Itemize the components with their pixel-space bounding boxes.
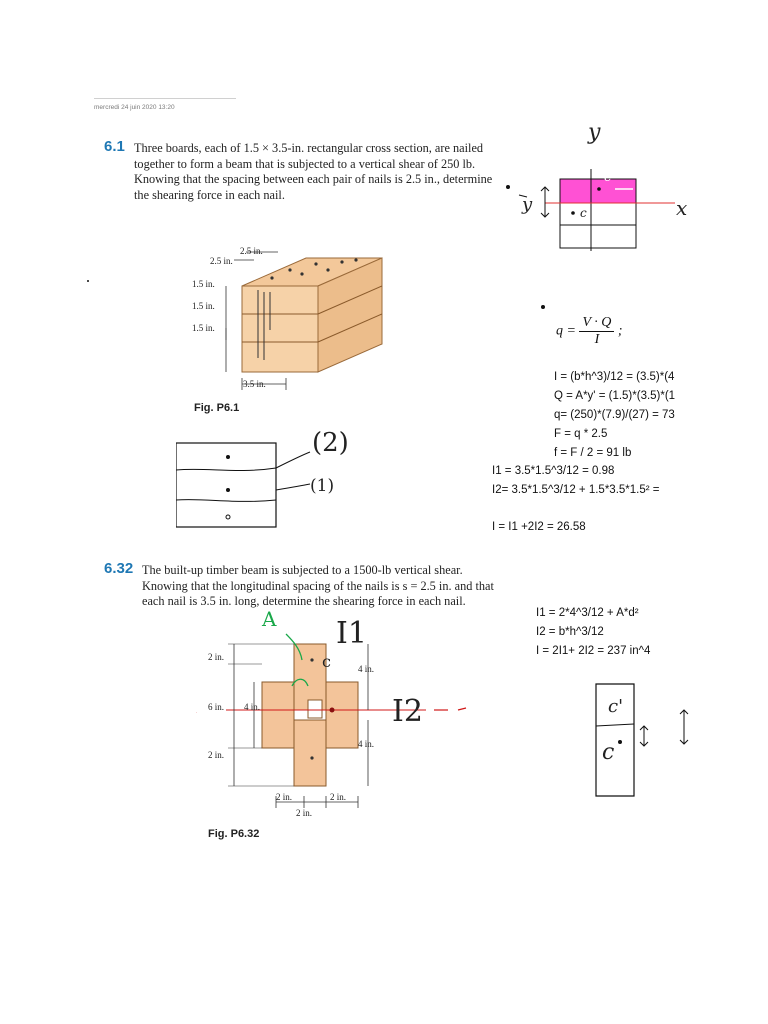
stray-dot xyxy=(87,280,89,282)
note-bullet: • I = (b*h^3)/12 = (3.5)*(4 xyxy=(554,368,704,387)
axis-x-label: x xyxy=(676,196,688,220)
formula-denominator: I xyxy=(594,332,600,347)
formula-lhs: q = xyxy=(556,323,576,339)
dim-632-bottom-left: 2 in. xyxy=(276,792,293,802)
header-divider xyxy=(94,98,236,99)
problem-61-number: 6.1 xyxy=(104,138,125,155)
dim-632-top: 2 in. xyxy=(208,652,225,662)
problem-61-text: Three boards, each of 1.5 × 3.5-in. rectangular cross section, are nailed together to form a beam that is subjected to a vertical shear of 250 lb. Knowing that the spacing between each pair of nails is 2.5 in., determine the shearing force in each nail. xyxy=(134,141,493,202)
axes-sketch xyxy=(505,125,705,255)
dim-632-right-lower: 4 in. xyxy=(358,739,375,749)
note-bullet: • q= (250)*(7.9)/(27) = 73 xyxy=(554,406,704,425)
right-sketch-c: c xyxy=(602,740,615,765)
dim-632-middle: 6 in. xyxy=(208,702,225,712)
annotation-a: A xyxy=(262,607,277,631)
label-c-prime: c' xyxy=(604,170,615,185)
note-bullet: • f = F / 2 = 91 lb xyxy=(554,444,704,463)
dim-632-bottom-center: 2 in. xyxy=(296,808,313,818)
dim-h1: 1.5 in. xyxy=(192,279,215,289)
dim-632-right-upper: 4 in. xyxy=(358,664,375,674)
notes-61-bullets xyxy=(536,368,704,463)
note-632-line: I1 = 2*4^3/12 + A*d² xyxy=(536,607,639,619)
problem-632-number: 6.32 xyxy=(104,560,134,577)
dim-632-bottom-right: 2 in. xyxy=(330,792,347,802)
label-c: c xyxy=(580,206,587,220)
shear-flow-formula xyxy=(556,315,623,348)
annotation-i1: I1 xyxy=(336,616,367,651)
notes-632 xyxy=(536,604,704,661)
dim-width: 3.5 in. xyxy=(243,379,266,389)
note-i1: I1 = 3.5*1.5^3/12 = 0.98 xyxy=(492,465,615,477)
label-y-bar: y xyxy=(522,194,533,215)
note-632-line: I = 2I1+ 2I2 = 237 in^4 xyxy=(536,645,651,657)
annotation-c: c xyxy=(322,652,331,671)
formula-bullet xyxy=(541,305,545,309)
axis-y-label: y xyxy=(588,120,601,145)
formula-numerator: V · Q xyxy=(579,315,614,332)
formula-tail: ; xyxy=(617,323,623,339)
note-bullet: • F = q * 2.5 xyxy=(554,425,704,444)
dim-632-bottom: 2 in. xyxy=(208,750,225,760)
problem-632-text: The built-up timber beam is subjected to a 1500-lb vertical shear. Knowing that the longitudinal spacing of the nails is s = 2.5 in. and that each nail is 3.5 in. long, determine the shearing force in each nail. xyxy=(142,563,494,608)
sketch-label-2: (2) xyxy=(312,428,349,458)
figure-p61-caption: Fig. P6.1 xyxy=(194,402,240,414)
right-sketch-c-prime: c' xyxy=(608,696,624,717)
formula-fraction xyxy=(579,315,614,348)
sketch-label-1: (1) xyxy=(310,476,335,496)
page-date: mercredi 24 juin 2020 13:20 xyxy=(94,104,175,111)
note-632-line: I2 = b*h^3/12 xyxy=(536,626,604,638)
annotation-i2: I2 xyxy=(392,694,423,729)
note-i-total: I = I1 +2I2 = 26.58 xyxy=(492,521,586,533)
dim-top-spacing: 2.5 in. xyxy=(240,246,263,256)
note-i2: I2= 3.5*1.5^3/12 + 1.5*3.5*1.5² = xyxy=(492,484,660,496)
note-bullet: • Q = A*y' = (1.5)*(3.5)*(1 xyxy=(554,387,704,406)
dim-left-spacing: 2.5 in. xyxy=(210,256,233,266)
dim-h2: 1.5 in. xyxy=(192,301,215,311)
figure-p632-caption: Fig. P6.32 xyxy=(208,828,260,840)
dim-632-inner-left: 4 in. xyxy=(244,702,261,712)
dim-h3: 1.5 in. xyxy=(192,323,215,333)
